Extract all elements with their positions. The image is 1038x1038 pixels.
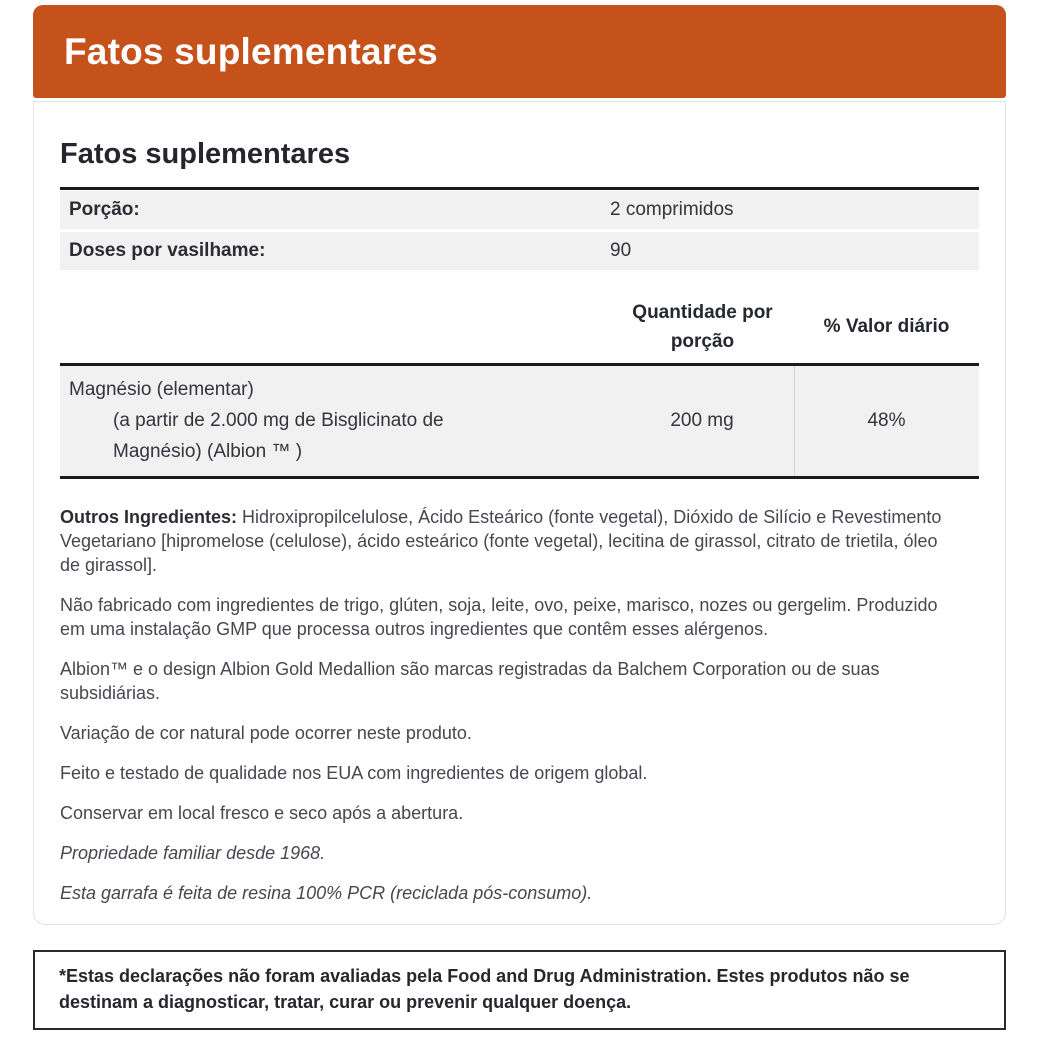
serving-size-row	[60, 191, 979, 229]
orange-banner	[33, 5, 1006, 98]
daily-value-header: % Valor diário	[823, 316, 950, 337]
storage-paragraph: Conservar em local fresco e seco após a abertura.	[60, 803, 464, 823]
supplement-facts-card	[33, 101, 1006, 925]
nutrient-name-line: (a partir de 2.000 mg de Bisglicinato de	[113, 410, 444, 431]
serving-size-value: 2 comprimidos	[610, 199, 734, 220]
nutrient-name-line: Magnésio (elementar)	[69, 379, 254, 400]
other-ingredients-text: Hidroxipropilcelulose, Ácido Esteárico (fonte vegetal), Dióxido de Silício e Revestimento Vegetariano [hipromelose (celulose), ácido esteárico (fonte vegetal), lecitina de girassol, citrato de trietila, óleo de girassol].	[60, 507, 942, 575]
table-header-row	[60, 298, 979, 356]
pcr-bottle-paragraph: Esta garrafa é feita de resina 100% PCR (reciclada pós-consumo).	[60, 883, 593, 903]
card-heading: Fatos suplementares	[60, 138, 351, 170]
servings-per-container-label: Doses por vasilhame:	[69, 240, 266, 261]
nutrient-amount: 200 mg	[610, 366, 795, 476]
other-ingredients-paragraph	[60, 505, 962, 577]
color-variation-paragraph: Variação de cor natural pode ocorrer neste produto.	[60, 723, 472, 743]
nutrient-daily-value: 48%	[867, 410, 906, 431]
other-ingredients-label: Outros Ingredientes:	[60, 507, 238, 527]
table-header-spacer	[60, 298, 610, 356]
nutrient-name	[60, 366, 610, 476]
servings-per-container-row	[60, 232, 979, 270]
divider-rule-top	[60, 187, 979, 190]
fda-disclaimer-box: *Estas declarações não foram avaliadas pela Food and Drug Administration. Estes produtos não se destinam a diagnosticar, tratar, curar ou prevenir qualquer doença.	[33, 950, 1006, 1030]
allergen-paragraph: Não fabricado com ingredientes de trigo, glúten, soja, leite, ovo, peixe, marisco, nozes ou gergelim. Produzido em uma instalação GMP que processa outros ingredientes que contêm esses alérgenos.	[60, 595, 938, 639]
servings-per-container-value: 90	[610, 240, 632, 261]
amount-per-serving-header: Quantidade por porção	[632, 302, 773, 352]
info-paragraphs	[60, 505, 962, 905]
made-in-paragraph: Feito e testado de qualidade nos EUA com ingredientes de origem global.	[60, 763, 648, 783]
table-row	[60, 366, 979, 476]
divider-rule-table-bottom	[60, 476, 979, 479]
trademark-paragraph: Albion™ e o design Albion Gold Medallion são marcas registradas da Balchem Corporation ou de suas subsidiárias.	[60, 659, 880, 703]
serving-size-label: Porção:	[69, 199, 140, 220]
family-owned-paragraph: Propriedade familiar desde 1968.	[60, 843, 326, 863]
nutrient-name-line: Magnésio) (Albion ™ )	[113, 441, 303, 462]
banner-title: Fatos suplementares	[64, 30, 438, 72]
